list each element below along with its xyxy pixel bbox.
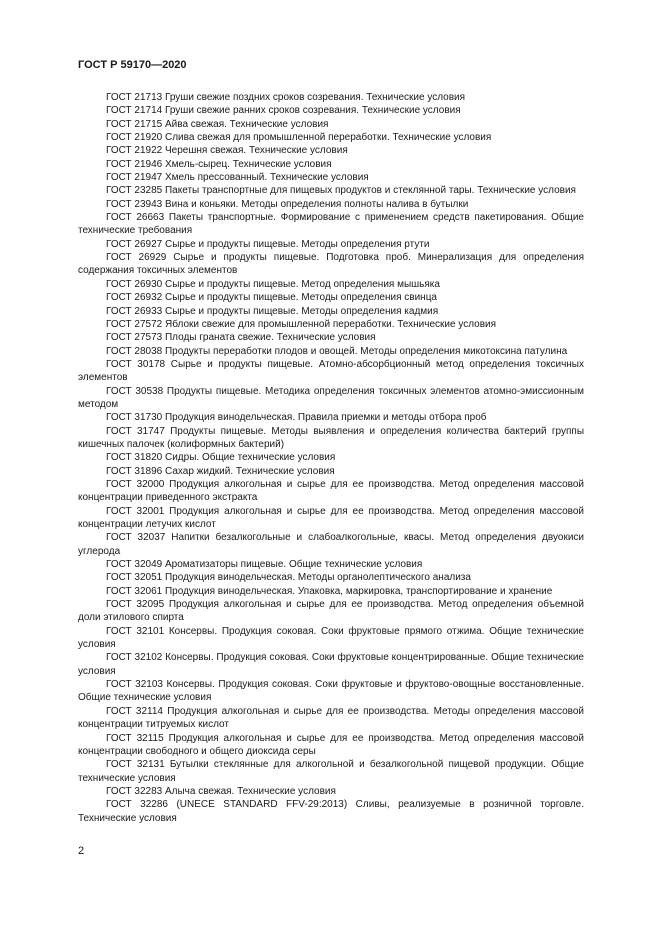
list-item: ГОСТ 23943 Вина и коньяки. Методы определения полноты налива в бутылки xyxy=(106,198,469,210)
list-item: ГОСТ 21713 Груши свежие поздних сроков созревания. Технические условия xyxy=(106,92,466,103)
list-item: ГОСТ 31896 Сахар жидкий. Технические условия xyxy=(106,465,335,477)
list-item: ГОСТ 27572 Яблоки свежие для промышленной переработки. Технические условия xyxy=(106,318,497,330)
list-item: ГОСТ 32000 Продукция алкогольная и сырье для ее производства. Метод определения массовой концентрации приведенного экстракта xyxy=(78,478,584,504)
list-item: ГОСТ 32114 Продукция алкогольная и сырье для ее производства. Методы определения массовой концентрации титруемых кислот xyxy=(78,705,584,731)
list-item: ГОСТ 30538 Продукты пищевые. Методика определения токсичных элементов атомно-эмиссионным методом xyxy=(78,385,584,410)
list-item: ГОСТ 23285 Пакеты транспортные для пищевых продуктов и стеклянной тары. Технические условия xyxy=(106,185,576,197)
list-item: ГОСТ 32051 Продукция винодельческая. Методы органолептического анализа xyxy=(106,572,471,584)
list-item: ГОСТ 21715 Айва свежая. Технические условия xyxy=(106,118,329,130)
list-item: ГОСТ 28038 Продукты переработки плодов и овощей. Методы определения микотоксина патулина xyxy=(106,345,568,357)
list-item: ГОСТ 21947 Хмель прессованный. Технические условия xyxy=(106,172,369,184)
list-item: ГОСТ 32095 Продукция алкогольная и сырье для ее производства. Метод определения объемной доли этилового спирта xyxy=(78,599,584,624)
list-item: ГОСТ 21920 Слива свежая для промышленной переработки. Технические условия xyxy=(106,132,492,144)
list-item: ГОСТ 26932 Сырье и продукты пищевые. Методы определения свинца xyxy=(106,292,437,304)
list-item: ГОСТ 26663 Пакеты транспортные. Формирование с применением средств пакетирования. Общие технические требования xyxy=(78,212,584,237)
list-item: ГОСТ 21714 Груши свежие ранних сроков созревания. Технические условия xyxy=(106,105,461,117)
list-item: ГОСТ 26929 Сырье и продукты пищевые. Подготовка проб. Минерализация для определения содержания токсичных элементов xyxy=(78,252,584,277)
list-item: ГОСТ 30178 Сырье и продукты пищевые. Атомно-абсорбционный метод определения токсичных элементов xyxy=(78,358,584,384)
list-item: ГОСТ 26933 Сырье и продукты пищевые. Методы определения кадмия xyxy=(106,305,439,317)
page-number: 2 xyxy=(78,845,85,857)
list-item: ГОСТ 27573 Плоды граната свежие. Технические условия xyxy=(106,332,376,344)
list-item: ГОСТ 32286 (UNECE STANDARD FFV-29:2013) Сливы, реализуемые в розничной торговле. Технические условия xyxy=(78,799,584,824)
list-item: ГОСТ 32115 Продукция алкогольная и сырье для ее производства. Метод определения массовой концентрации свободного и общего диоксида серы xyxy=(78,732,584,757)
list-item: ГОСТ 31820 Сидры. Общие технические условия xyxy=(106,452,336,464)
list-item: ГОСТ 26927 Сырье и продукты пищевые. Методы определения ртути xyxy=(106,238,430,250)
standards-list xyxy=(78,91,584,825)
list-item: ГОСТ 32037 Напитки безалкогольные и слабоалкогольные, квасы. Метод определения двуокиси углерода xyxy=(78,532,584,557)
list-item: ГОСТ 21922 Черешня свежая. Технические условия xyxy=(106,145,348,157)
list-item: ГОСТ 32103 Консервы. Продукция соковая. Соки фруктовые и фруктово-овощные восстановленные. Общие технические условия xyxy=(78,679,584,704)
list-item: ГОСТ 32283 Алыча свежая. Технические условия xyxy=(106,785,336,797)
list-item: ГОСТ 32061 Продукция винодельческая. Упаковка, маркировка, транспортирование и хранение xyxy=(106,585,553,597)
list-item: ГОСТ 31730 Продукция винодельческая. Правила приемки и методы отбора проб xyxy=(106,412,487,424)
list-item: ГОСТ 32102 Консервы. Продукция соковая. Соки фруктовые концентрированные. Общие технические условия xyxy=(78,652,584,677)
list-item: ГОСТ 21946 Хмель-сырец. Технические условия xyxy=(106,158,332,170)
list-item: ГОСТ 26930 Сырье и продукты пищевые. Метод определения мышьяка xyxy=(106,278,440,290)
list-item: ГОСТ 32049 Ароматизаторы пищевые. Общие технические условия xyxy=(106,559,423,571)
document-header: ГОСТ Р 59170—2020 xyxy=(78,59,187,71)
list-item: ГОСТ 31747 Продукты пищевые. Методы выявления и определения количества бактерий группы кишечных палочек (колиформных бактерий) xyxy=(78,425,584,450)
list-item: ГОСТ 32001 Продукция алкогольная и сырье для ее производства. Метод определения массовой концентрации летучих кислот xyxy=(78,505,584,530)
list-item: ГОСТ 32131 Бутылки стеклянные для алкогольной и безалкогольной пищевой продукции. Общие технические условия xyxy=(78,759,584,784)
list-item: ГОСТ 32101 Консервы. Продукция соковая. Соки фруктовые прямого отжима. Общие технические условия xyxy=(78,625,584,651)
